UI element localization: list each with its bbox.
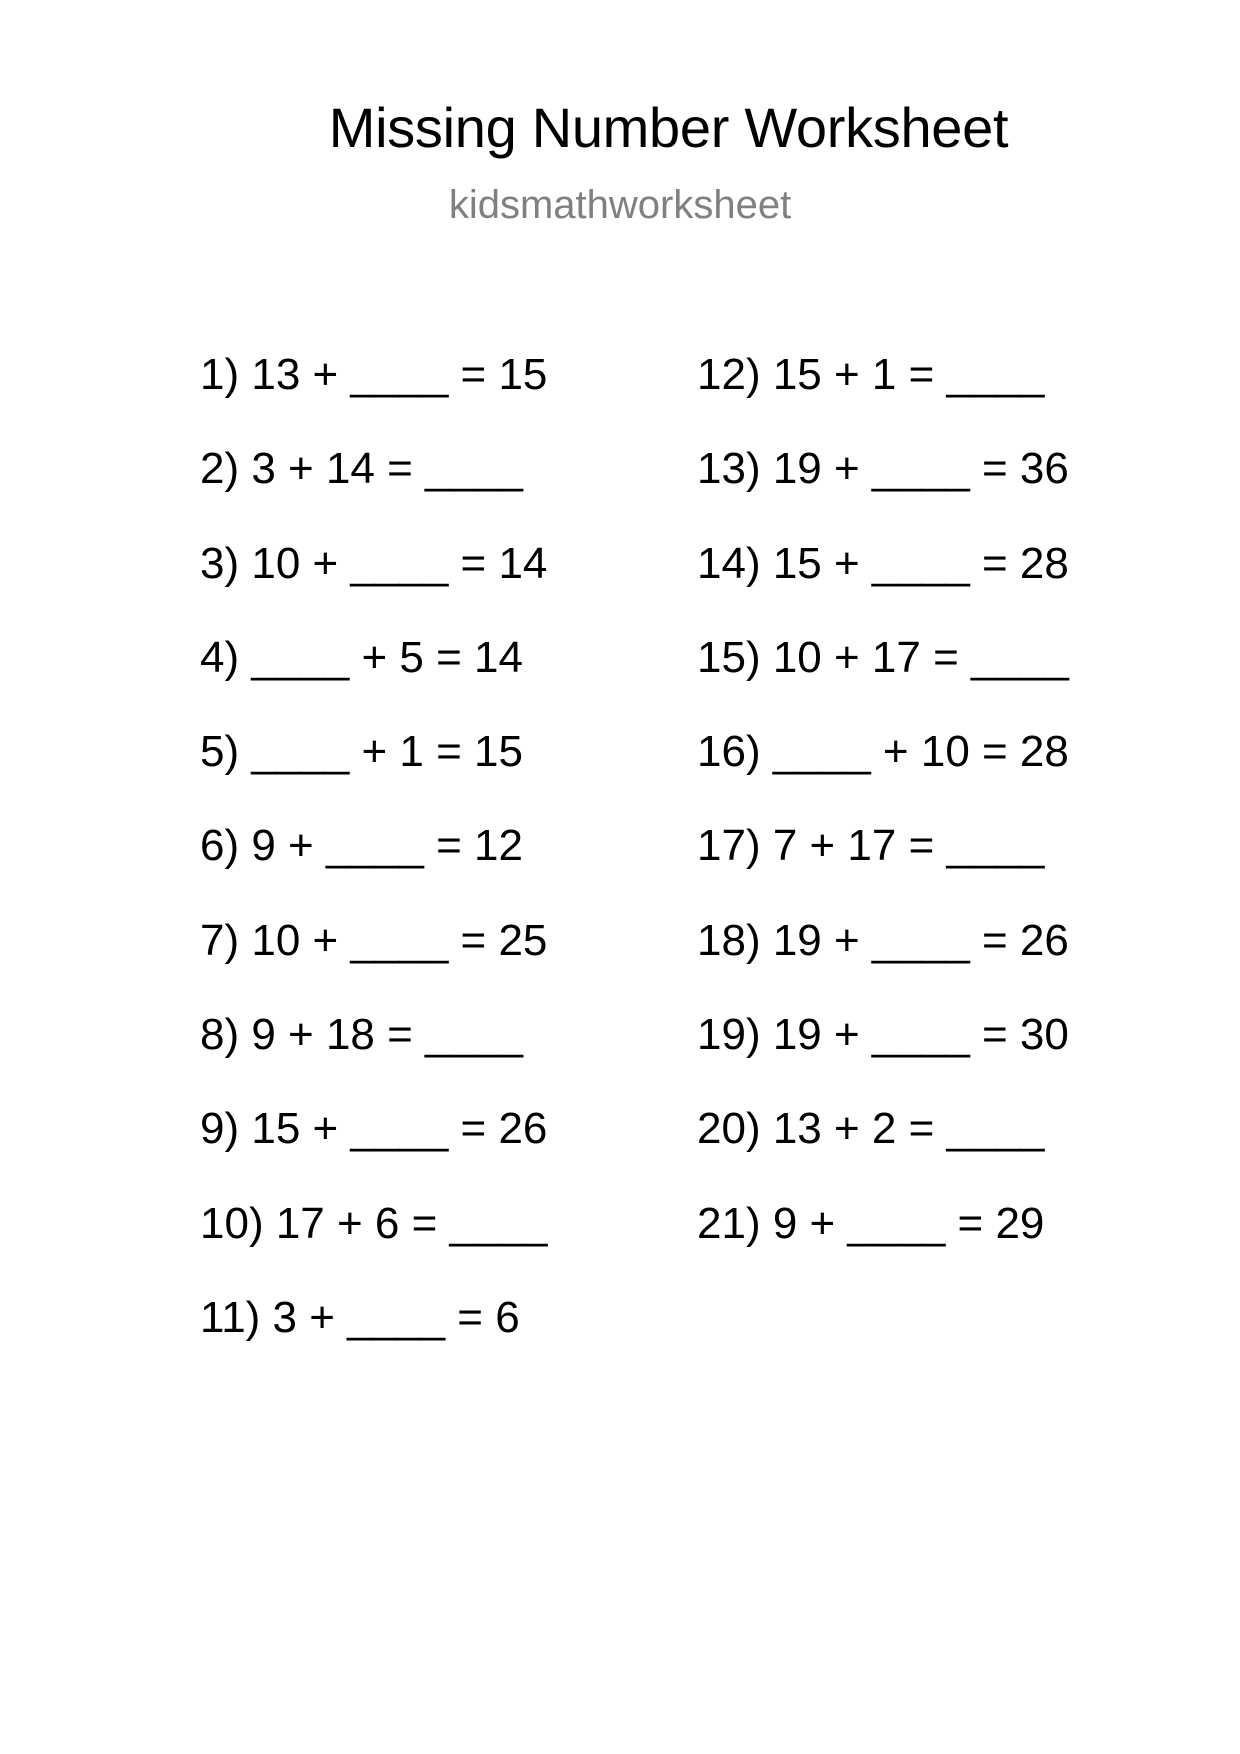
page-subtitle: kidsmathworksheet <box>448 183 792 227</box>
question-4: 4) ____ + 5 = 14 <box>200 632 523 682</box>
question-7: 7) 10 + ____ = 25 <box>200 915 548 965</box>
questions-right-column <box>697 350 1069 1293</box>
question-20: 20) 13 + 2 = ____ <box>697 1104 1045 1154</box>
question-3: 3) 10 + ____ = 14 <box>200 538 548 588</box>
question-12: 12) 15 + 1 = ____ <box>697 350 1045 399</box>
question-8: 8) 9 + 18 = ____ <box>200 1010 523 1060</box>
questions-left-column <box>200 350 547 1387</box>
question-17: 17) 7 + 17 = ____ <box>697 821 1045 871</box>
question-9: 9) 15 + ____ = 26 <box>200 1104 548 1154</box>
question-15: 15) 10 + 17 = ____ <box>697 632 1069 682</box>
question-6: 6) 9 + ____ = 12 <box>200 821 523 871</box>
question-21: 21) 9 + ____ = 29 <box>697 1198 1045 1248</box>
question-11: 11) 3 + ____ = 6 <box>200 1292 520 1342</box>
question-16: 16) ____ + 10 = 28 <box>697 727 1069 777</box>
question-14: 14) 15 + ____ = 28 <box>697 538 1069 588</box>
question-13: 13) 19 + ____ = 36 <box>697 444 1069 494</box>
question-1: 1) 13 + ____ = 15 <box>200 350 548 399</box>
question-10: 10) 17 + 6 = ____ <box>200 1198 548 1248</box>
page-title: Missing Number Worksheet <box>328 96 1009 159</box>
question-2: 2) 3 + 14 = ____ <box>200 444 523 494</box>
question-5: 5) ____ + 1 = 15 <box>200 727 523 777</box>
question-19: 19) 19 + ____ = 30 <box>697 1010 1069 1060</box>
question-18: 18) 19 + ____ = 26 <box>697 915 1069 965</box>
